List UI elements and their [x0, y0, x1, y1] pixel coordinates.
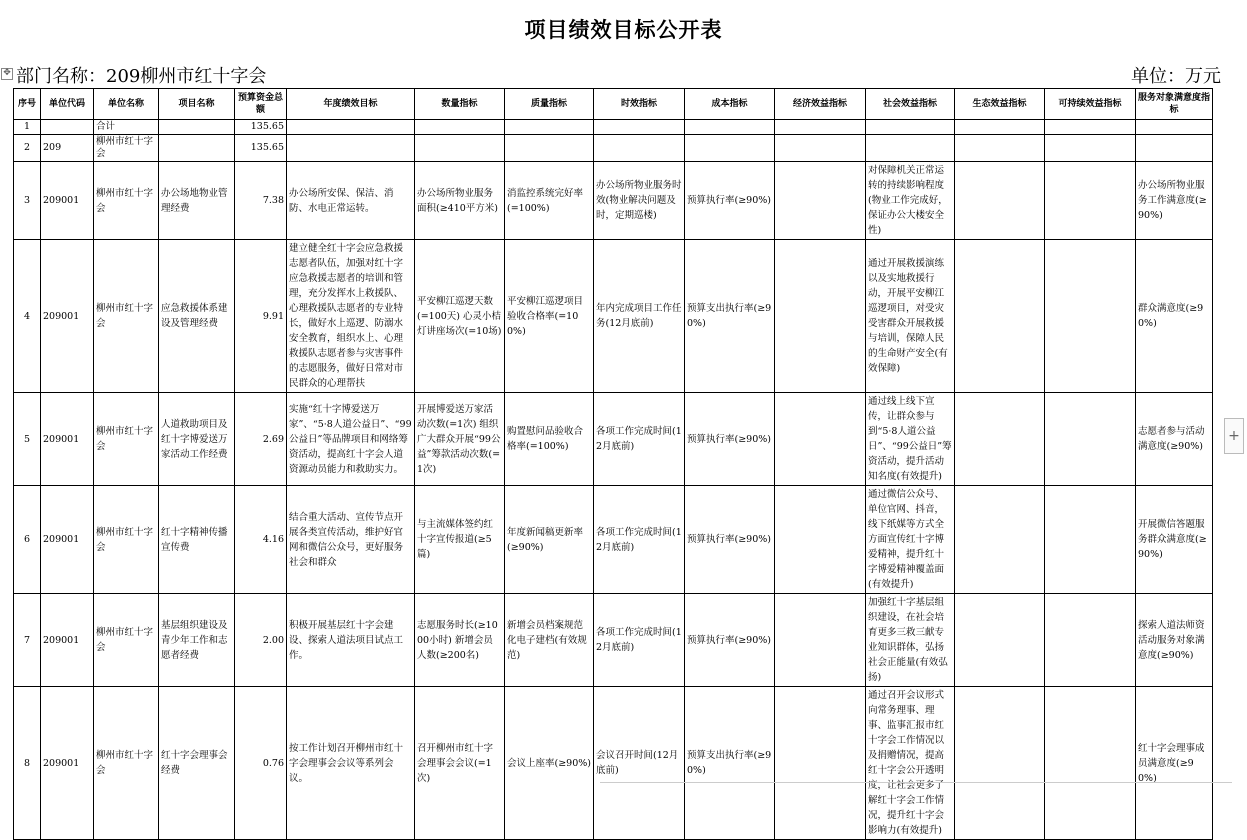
table-row	[14, 594, 1213, 687]
cell-goal: 实施“红十字博爱送万家”、“5·8人道公益日”、“99公益日”等品牌项目和网络筹资活动，提高红十字会人道资源动员能力和救助实力。	[287, 393, 415, 486]
cell-no: 3	[14, 162, 41, 240]
cell-code: 209001	[41, 393, 94, 486]
cell-project: 办公场地物业管理经费	[159, 162, 235, 240]
cell-economic	[775, 594, 866, 687]
cell-economic	[775, 393, 866, 486]
table-row	[14, 120, 1213, 135]
cell-quality: 会议上座率(≥90%)	[505, 687, 594, 840]
header-timeliness: 时效指标	[594, 89, 685, 120]
cell-goal: 结合重大活动、宣传节点开展各类宣传活动，维护好官网和微信公众号，更好服务社会和群众	[287, 486, 415, 594]
cell-sustainable	[1045, 135, 1136, 162]
header-economic: 经济效益指标	[775, 89, 866, 120]
cell-sustainable	[1045, 393, 1136, 486]
cell-no: 2	[14, 135, 41, 162]
cell-ecological	[955, 240, 1045, 393]
cell-budget: 4.16	[235, 486, 287, 594]
cell-goal: 按工作计划召开柳州市红十字会理事会会议等系列会议。	[287, 687, 415, 840]
cell-satisfaction	[1136, 120, 1213, 135]
table-row	[14, 393, 1213, 486]
cell-social: 通过线上线下宣传，让群众参与到“5·8人道公益日”、“99公益日”筹资活动，提升活动知名度(有效提升)	[866, 393, 955, 486]
cell-goal	[287, 135, 415, 162]
cell-code: 209001	[41, 162, 94, 240]
cell-budget: 9.91	[235, 240, 287, 393]
cell-no: 8	[14, 687, 41, 840]
cell-no: 5	[14, 393, 41, 486]
cell-economic	[775, 486, 866, 594]
table-row	[14, 687, 1213, 840]
cell-unit: 柳州市红十字会	[94, 594, 159, 687]
cell-goal: 办公场所安保、保洁、消防、水电正常运转。	[287, 162, 415, 240]
cell-unit: 柳州市红十字会	[94, 393, 159, 486]
cell-economic	[775, 120, 866, 135]
cell-code: 209001	[41, 486, 94, 594]
cell-unit: 柳州市红十字会	[94, 135, 159, 162]
cell-ecological	[955, 135, 1045, 162]
cell-social	[866, 135, 955, 162]
cell-ecological	[955, 486, 1045, 594]
header-cost: 成本指标	[685, 89, 775, 120]
cell-social: 通过开展救援演练以及实地救援行动，开展平安柳江巡逻项目，对受灾受害群众开展救援与培训，保障人民的生命财产安全(有效保障)	[866, 240, 955, 393]
cell-social: 加强红十字基层组织建设，在社会培育更多三救三献专业知识群体，弘扬社会正能量(有效弘扬)	[866, 594, 955, 687]
cell-social	[866, 120, 955, 135]
header-social: 社会效益指标	[866, 89, 955, 120]
cell-timeliness: 年内完成项目工作任务(12月底前)	[594, 240, 685, 393]
cell-budget: 2.69	[235, 393, 287, 486]
cell-ecological	[955, 162, 1045, 240]
header-project: 项目名称	[159, 89, 235, 120]
cell-timeliness	[594, 120, 685, 135]
cell-unit: 柳州市红十字会	[94, 240, 159, 393]
cell-project: 人道救助项目及红十字博爱送万家活动工作经费	[159, 393, 235, 486]
header-quality: 质量指标	[505, 89, 594, 120]
header-sustainable: 可持续效益指标	[1045, 89, 1136, 120]
cell-quantity: 平安柳江巡逻天数(=100天) 心灵小桔灯讲座场次(=10场)	[415, 240, 505, 393]
cell-quality: 消监控系统完好率(=100%)	[505, 162, 594, 240]
cell-timeliness: 会议召开时间(12月底前)	[594, 687, 685, 840]
table-row	[14, 486, 1213, 594]
cell-quantity	[415, 120, 505, 135]
cell-unit: 合计	[94, 120, 159, 135]
header-budget: 预算资金总额	[235, 89, 287, 120]
cell-budget: 135.65	[235, 120, 287, 135]
cell-no: 4	[14, 240, 41, 393]
cell-ecological	[955, 120, 1045, 135]
performance-table	[13, 88, 1213, 840]
table-row	[14, 240, 1213, 393]
header-satisfaction: 服务对象满意度指标	[1136, 89, 1213, 120]
cell-timeliness: 各项工作完成时间(12月底前)	[594, 393, 685, 486]
cell-budget: 135.65	[235, 135, 287, 162]
cell-cost: 预算支出执行率(≥90%)	[685, 240, 775, 393]
cell-cost: 预算执行率(≥90%)	[685, 594, 775, 687]
cell-code	[41, 120, 94, 135]
cell-satisfaction: 群众满意度(≥90%)	[1136, 240, 1213, 393]
cell-satisfaction: 办公场所物业服务工作满意度(≥90%)	[1136, 162, 1213, 240]
cell-goal: 建立健全红十字会应急救援志愿者队伍，加强对红十字应急救援志愿者的培训和管理，充分发挥水上救援队、心理救援队志愿者的专业特长，做好水上巡逻、防溺水安全教育，组织水上、心理救援队志愿者参与灾害事件的志愿服务，做好日常对市民群众的心理帮扶	[287, 240, 415, 393]
cell-quality: 新增会员档案规范化电子建档(有效规范)	[505, 594, 594, 687]
add-column-button[interactable]: +	[1224, 418, 1244, 454]
header-goal: 年度绩效目标	[287, 89, 415, 120]
cell-satisfaction	[1136, 135, 1213, 162]
cell-timeliness	[594, 135, 685, 162]
cell-social: 对保障机关正常运转的持续影响程度(物业工作完成好，保证办公大楼安全性)	[866, 162, 955, 240]
cell-cost: 预算执行率(≥90%)	[685, 486, 775, 594]
cell-satisfaction: 探索人道法师资活动服务对象满意度(≥90%)	[1136, 594, 1213, 687]
cell-project	[159, 135, 235, 162]
cell-timeliness: 各项工作完成时间(12月底前)	[594, 594, 685, 687]
header-code: 单位代码	[41, 89, 94, 120]
cell-quality: 年度新闻稿更新率(≥90%)	[505, 486, 594, 594]
cell-satisfaction: 开展微信答题服务群众满意度(≥90%)	[1136, 486, 1213, 594]
cell-cost: 预算支出执行率(≥90%)	[685, 687, 775, 840]
cell-cost	[685, 120, 775, 135]
header-ecological: 生态效益指标	[955, 89, 1045, 120]
cell-cost: 预算执行率(≥90%)	[685, 393, 775, 486]
cell-timeliness: 办公场所物业服务时效(物业解决问题及时，定期巡楼)	[594, 162, 685, 240]
cell-goal	[287, 120, 415, 135]
cell-cost: 预算执行率(≥90%)	[685, 162, 775, 240]
cell-goal: 积极开展基层红十字会建设、探索人道法项目试点工作。	[287, 594, 415, 687]
cell-no: 7	[14, 594, 41, 687]
cell-quality: 平安柳江巡逻项目验收合格率(=100%)	[505, 240, 594, 393]
cell-satisfaction: 红十字会理事成员满意度(≥90%)	[1136, 687, 1213, 840]
cell-project: 红十字精神传播宣传费	[159, 486, 235, 594]
cell-unit: 柳州市红十字会	[94, 486, 159, 594]
header-quantity: 数量指标	[415, 89, 505, 120]
header-unit: 单位名称	[94, 89, 159, 120]
department-label: 部门名称：209柳州市红十字会	[16, 66, 267, 87]
cell-budget: 0.76	[235, 687, 287, 840]
cell-quality	[505, 120, 594, 135]
cell-ecological	[955, 687, 1045, 840]
table-row	[14, 162, 1213, 240]
page-title: 项目绩效目标公开表	[524, 18, 723, 42]
cell-social: 通过召开会议形式向常务理事、理事、监事汇报市红十字会工作情况以及捐赠情况，提高红十字会公开透明度，让社会更多了解红十字会工作情况，提升红十字会影响力(有效提升)	[866, 687, 955, 840]
cell-sustainable	[1045, 687, 1136, 840]
cell-satisfaction: 志愿者参与活动满意度(≥90%)	[1136, 393, 1213, 486]
cell-no: 6	[14, 486, 41, 594]
cell-no: 1	[14, 120, 41, 135]
cell-unit: 柳州市红十字会	[94, 162, 159, 240]
cell-project: 应急救援体系建设及管理经费	[159, 240, 235, 393]
cell-budget: 2.00	[235, 594, 287, 687]
cell-economic	[775, 135, 866, 162]
cell-sustainable	[1045, 240, 1136, 393]
cell-quality	[505, 135, 594, 162]
header-row	[14, 89, 1213, 120]
cell-sustainable	[1045, 594, 1136, 687]
cell-project: 红十字会理事会经费	[159, 687, 235, 840]
cell-quantity: 召开柳州市红十字会理事会会议(=1次)	[415, 687, 505, 840]
cell-budget: 7.38	[235, 162, 287, 240]
cell-economic	[775, 162, 866, 240]
cell-quantity: 办公场所物业服务面积(≥410平方米)	[415, 162, 505, 240]
cell-code: 209001	[41, 240, 94, 393]
cell-quality: 购置慰问品验收合格率(=100%)	[505, 393, 594, 486]
cell-ecological	[955, 594, 1045, 687]
unit-label: 单位：万元	[1131, 66, 1221, 87]
cell-quantity: 与主流媒体签约红十字宣传报道(≥5篇)	[415, 486, 505, 594]
cell-social: 通过微信公众号、单位官网、抖音，线下纸媒等方式全方面宣传红十字博爱精神，提升红十字博爱精神覆盖面(有效提升)	[866, 486, 955, 594]
cell-sustainable	[1045, 486, 1136, 594]
header-no: 序号	[14, 89, 41, 120]
cell-sustainable	[1045, 120, 1136, 135]
cell-cost	[685, 135, 775, 162]
cell-project	[159, 120, 235, 135]
cell-economic	[775, 240, 866, 393]
table-row	[14, 135, 1213, 162]
cell-code: 209	[41, 135, 94, 162]
cell-ecological	[955, 393, 1045, 486]
cell-project: 基层组织建设及青少年工作和志愿者经费	[159, 594, 235, 687]
cell-code: 209001	[41, 594, 94, 687]
cell-quantity	[415, 135, 505, 162]
cell-unit: 柳州市红十字会	[94, 687, 159, 840]
cell-quantity: 志愿服务时长(≥1000小时) 新增会员人数(≥200名)	[415, 594, 505, 687]
cell-quantity: 开展博爱送万家活动次数(=1次) 组织广大群众开展“99公益”筹款活动次数(=1次)	[415, 393, 505, 486]
table-move-handle-icon[interactable]: ✥	[1, 68, 13, 80]
cell-economic	[775, 687, 866, 840]
cell-sustainable	[1045, 162, 1136, 240]
cell-timeliness: 各项工作完成时间(12月底前)	[594, 486, 685, 594]
horizontal-scrollbar[interactable]	[600, 782, 1232, 788]
cell-code: 209001	[41, 687, 94, 840]
